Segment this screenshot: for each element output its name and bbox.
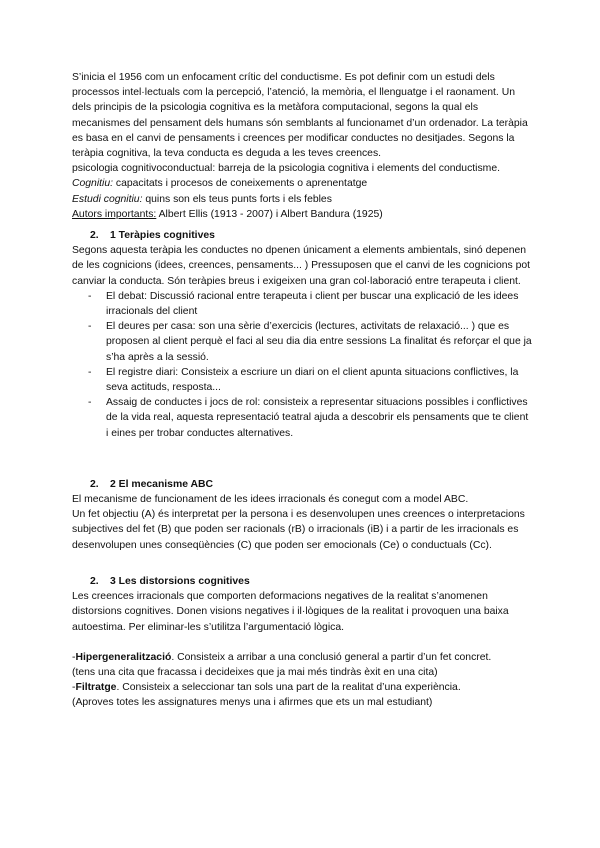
section-heading-distorsions: [90, 574, 532, 589]
hipergeneralitzacio-text: . Consisteix a arribar a una conclusió general a partir d’un fet concret.: [171, 651, 492, 663]
terapies-list: [72, 289, 532, 441]
list-item: - El debat: Discussió racional entre terapeuta i client per buscar una explicació de les idees irracionals del client: [88, 289, 532, 319]
abc-paragraph: El mecanisme de funcionament de les idees irracionals és conegut com a model ABC.: [72, 494, 469, 506]
filtratge-line: [72, 680, 532, 695]
autors-label: Autors importants:: [72, 208, 157, 220]
cognitiu-text: capacitats i procesos de coneixements o aprenentatge: [113, 178, 368, 190]
estudi-text: quins son els teus punts forts i els febles: [142, 193, 332, 205]
dash-prefix: -: [72, 682, 76, 694]
hipergeneralitzacio-label: Hipergeneralització: [75, 651, 172, 663]
intro-paragraph: S’inicia el 1956 com un enfocament crític del conductisme. Es pot definir com un estudi dels processos intel·lectuals com la percepció, l’atenció, la memòria, el llenguatge i el raonament. Un dels principis de la psicologia cognitiva es la metàfora computacional, segons la qual els mecanismes del pensament dels humans són semblants al funcionamet d’un ordenador. La teràpia es basa en el canvi de pensaments i creences per modificar conductes no desitjades. Segons la teràpia cognitiva, la teva conducta es deguda a les teves creences.: [72, 72, 528, 160]
autors-line: [72, 207, 532, 222]
cognitiu-label: Cognitiu:: [72, 178, 114, 190]
terapies-paragraph: Segons aquesta teràpia les conductes no dpenen únicament a elements ambientals, sinó depenen de les cognicions (idees, creences, pensaments... ) Pressuposen que el canvi de les cognicions pot canviar la conducta. Són teràpies breus i exigeixen una gran col·laboració entre terapeuta i client.: [72, 245, 531, 287]
section-number: 2.: [90, 230, 99, 242]
section-heading-terapies: [90, 228, 532, 243]
hipergeneralitzacio-line: [72, 650, 532, 665]
document-page: [72, 70, 532, 711]
list-item: - Assaig de conductes i jocs de rol: consisteix a representar situacions possibles i conflictives de la vida real, aquesta representació teatral ajuda a descobrir els pensaments que te client i eines per trobar conductes alternatives.: [88, 395, 532, 441]
list-item: - El registre diari: Consisteix a escriure un diari on el client apunta situacions conflictives, la seva actituds, resposta...: [88, 365, 532, 395]
distorsions-paragraph: Les creences irracionals que comporten deformacions negatives de la realitat s’anomenen distorsions cognitives. Donen visions negatives i il·lògiques de la realitat i provoquen una baixa autoestima. Per eliminar-les s’utilitza l’argumentació lògica.: [72, 591, 509, 633]
hipergeneralitzacio-example: (tens una cita que fracassa i decideixes que ja mai més tindràs èxit en una cita): [72, 666, 438, 678]
section-heading-abc: [90, 477, 532, 492]
definition-paragraph: psicologia cognitivoconductual: barreja de la psicologia cognitiva i elements del conductisme.: [72, 163, 500, 175]
list-item: - El deures per casa: son una sèrie d’exercicis (lectures, activitats de relaxació... ) que es proposen al client perquè el faci al seu dia dia entre sessions La finalitat és reforçar el que ja s’ha après a la sessió.: [88, 319, 532, 365]
cognitiu-line: [72, 176, 532, 191]
section-title: 1 Teràpies cognitives: [110, 230, 215, 242]
section-title: 3 Les distorsions cognitives: [110, 575, 250, 587]
filtratge-example: (Aproves totes les assignatures menys una i afirmes que ets un mal estudiant): [72, 697, 433, 709]
estudi-label: Estudi cognitiu:: [72, 193, 143, 205]
autors-text: Albert Ellis (1913 - 2007) i Albert Bandura (1925): [156, 208, 383, 220]
section-number: 2.: [90, 478, 99, 490]
section-title: 2 El mecanisme ABC: [110, 478, 213, 490]
filtratge-text: . Consisteix a seleccionar tan sols una part de la realitat d’una experiència.: [116, 682, 461, 694]
filtratge-label: Filtratge: [75, 682, 117, 694]
dash-prefix: -: [72, 651, 76, 663]
abc-paragraph: Un fet objectiu (A) és interpretat per la persona i es desenvolupen unes creences o interpretacions subjectives del fet (B) que poden ser racionals (rB) o irracionals (iB) i a partir de les irracionals es desenvolupen unes conseqüències (C) que poden ser emocionals (Ce) o conductuals (Cc).: [72, 509, 525, 551]
section-number: 2.: [90, 575, 99, 587]
estudi-line: [72, 192, 532, 207]
